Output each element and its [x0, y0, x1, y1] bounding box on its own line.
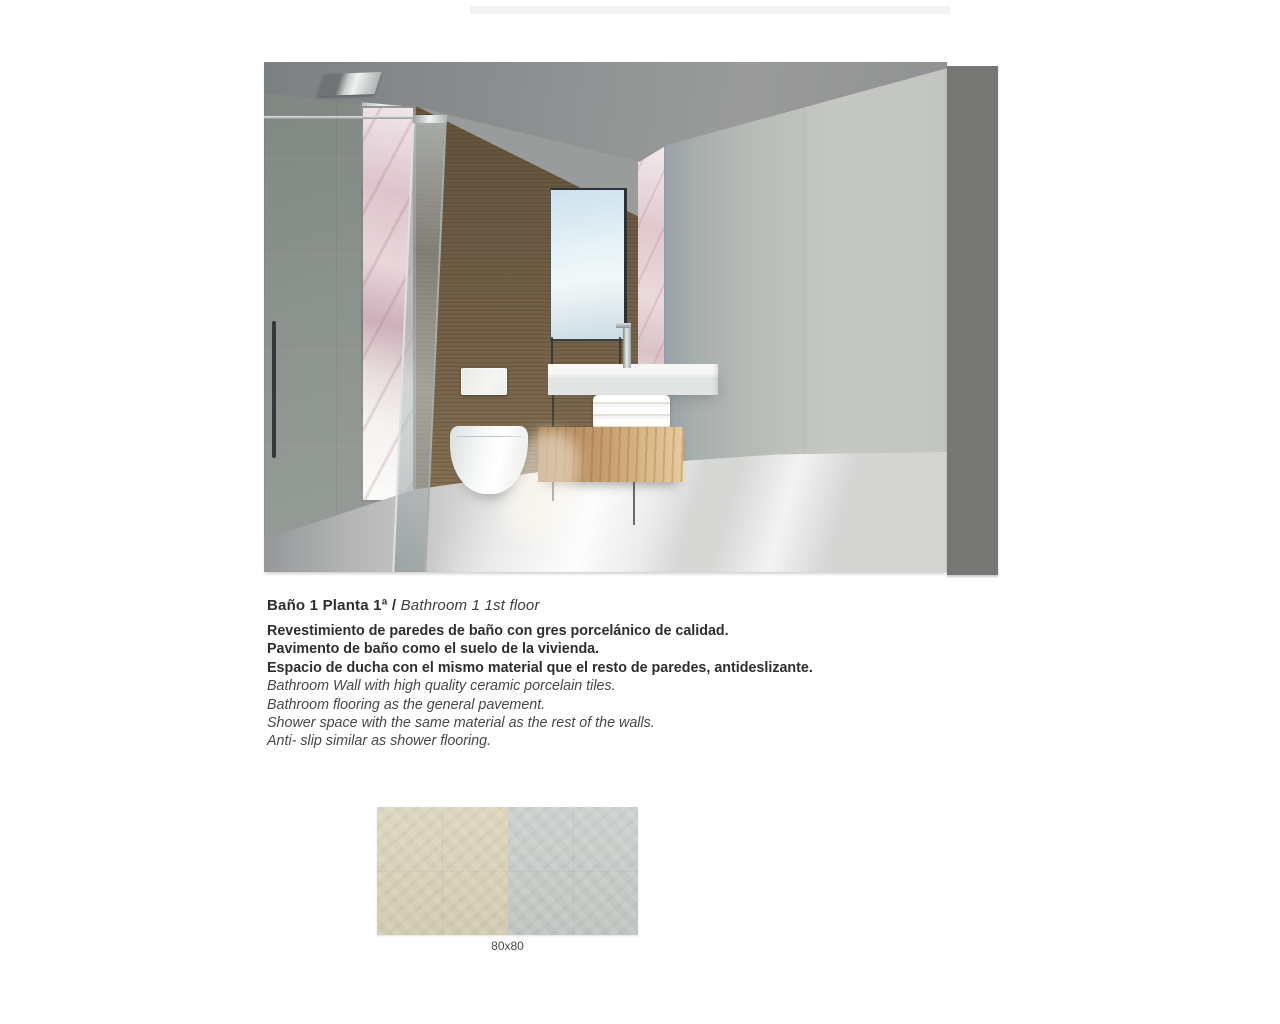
wall-mirror — [550, 188, 627, 341]
side-gray-strip — [947, 66, 998, 575]
tile-swatch-beige — [377, 807, 508, 935]
page-title — [267, 597, 540, 614]
description-line-spanish: Revestimiento de paredes de baño con gres porcelánico de calidad. — [267, 623, 729, 639]
title-spanish: Baño 1 Planta 1ª — [267, 597, 388, 614]
shower-glass-rail — [264, 116, 436, 119]
washbasin — [548, 364, 718, 395]
description-block — [267, 622, 813, 751]
mirror-post — [619, 337, 621, 367]
tile-sample — [377, 807, 638, 935]
tile-joint-line — [377, 871, 508, 872]
tile-joint-line — [508, 871, 639, 872]
shower-door-handle — [272, 321, 276, 458]
description-line-english: Bathroom flooring as the general pavement. — [267, 696, 546, 713]
mirror-post — [551, 337, 553, 367]
flush-plate — [461, 368, 507, 395]
description-line-english: Anti- slip similar as shower flooring. — [267, 733, 492, 750]
bathroom-render-figure — [264, 62, 947, 572]
description-line-english: Bathroom Wall with high quality ceramic porcelain tiles. — [267, 678, 616, 695]
title-english: Bathroom 1 1st floor — [400, 597, 540, 614]
description-line-spanish: Pavimento de baño como el suelo de la vivienda. — [267, 641, 600, 658]
description-line-english: Shower space with the same material as the rest of the walls. — [267, 715, 655, 732]
tile-size-label: 80x80 — [491, 939, 524, 953]
tile-swatch-gray — [508, 807, 639, 935]
faucet — [623, 323, 631, 368]
scan-artifact — [470, 6, 950, 14]
title-separator: / — [387, 597, 401, 614]
description-line-spanish: Espacio de ducha con el mismo material que el resto de paredes, antideslizante. — [267, 659, 813, 676]
ceiling-shower-head — [317, 72, 381, 96]
towel-stack — [593, 395, 670, 430]
